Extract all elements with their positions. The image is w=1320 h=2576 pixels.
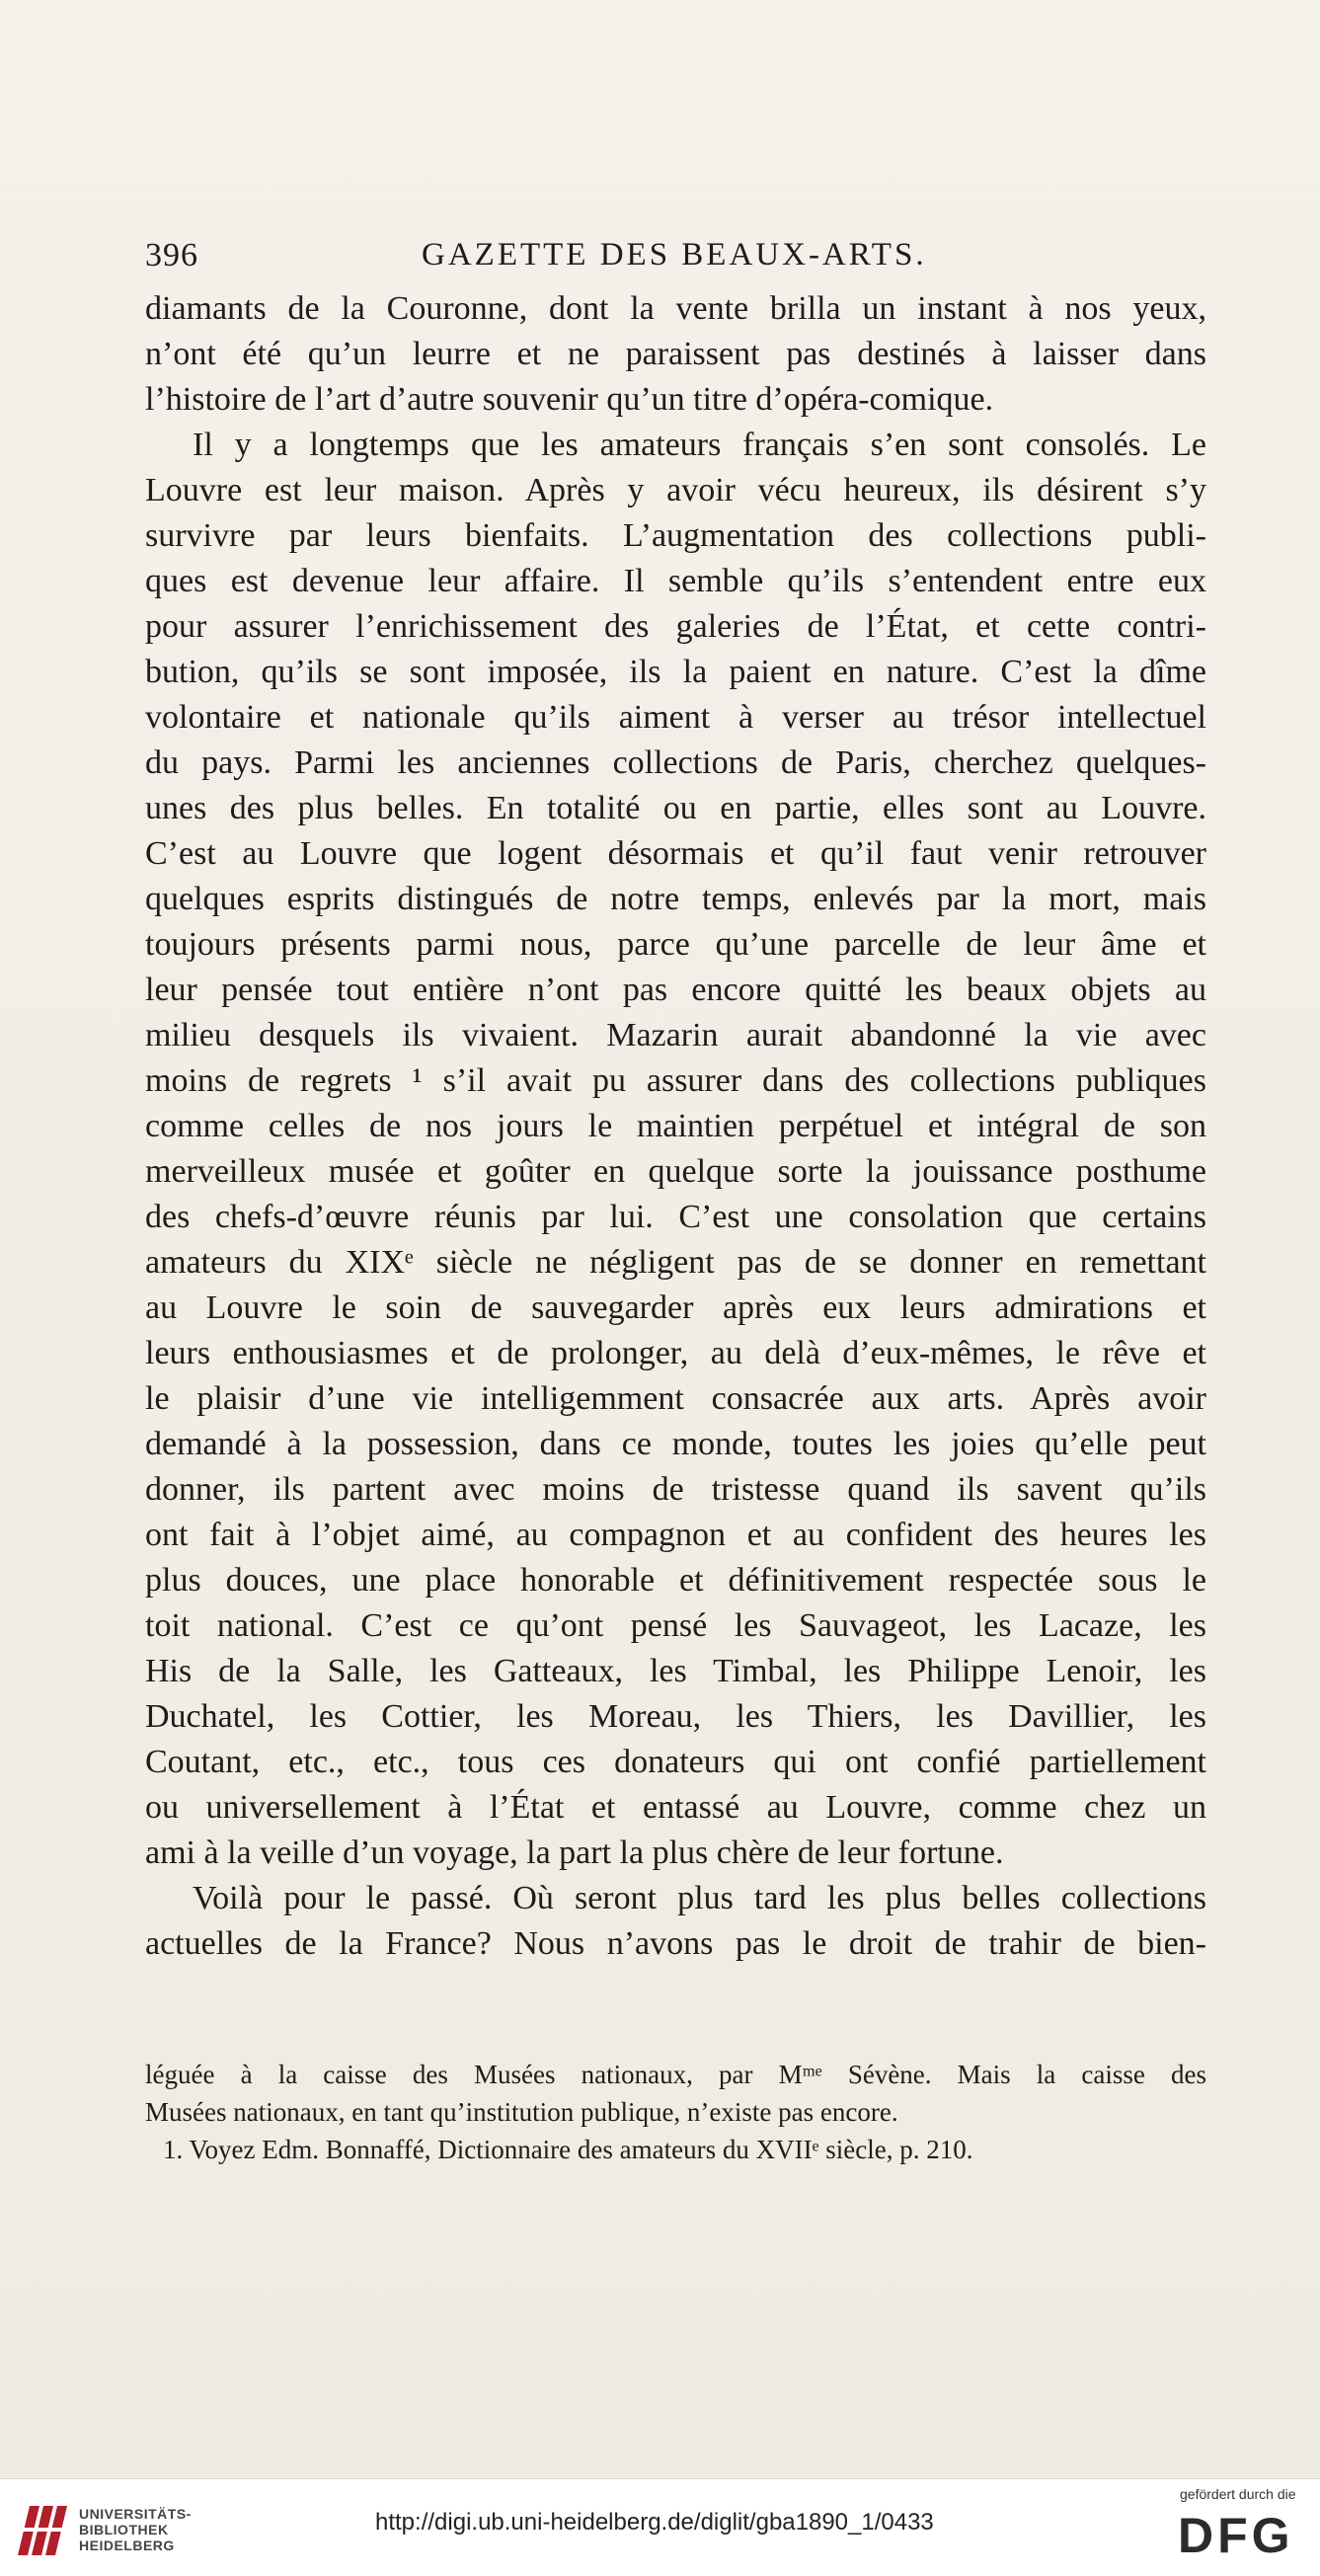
footnote-line: Musées nationaux, en tant qu’institution publique, n’existe pas encore. (145, 2097, 898, 2127)
text-line: le plaisir d’une vie intelligemment consacrée aux arts. Après avoir (145, 1380, 1206, 1417)
page-number: 396 (145, 237, 198, 273)
library-name-line: BIBLIOTHEK (79, 2522, 169, 2537)
text-line: leur pensée tout entière n’ont pas encore quitté les beaux objets au (145, 972, 1206, 1008)
library-name-line: HEIDELBERG (79, 2537, 175, 2553)
paragraph-1 (145, 286, 1206, 423)
footnote-1: 1. Voyez Edm. Bonnaffé, Dictionnaire des amateurs du XVIIᵉ siècle, p. 210. (163, 2135, 973, 2164)
library-name-line: UNIVERSITÄTS- (79, 2506, 192, 2522)
text-line: Duchatel, les Cottier, les Moreau, les Thiers, les Davillier, les (145, 1698, 1206, 1735)
text-line: Coutant, etc., etc., tous ces donateurs qui ont confié partiellement (145, 1744, 1206, 1780)
text-line: ou universellement à l’État et entassé au Louvre, comme chez un (145, 1789, 1206, 1826)
text-line: donner, ils partent avec moins de tristesse quand ils savent qu’ils (145, 1471, 1206, 1508)
text-line: ont fait à l’objet aimé, au compagnon et au confident des heures les (145, 1517, 1206, 1553)
text-line: Il y a longtemps que les amateurs français s’en sont consolés. Le (193, 427, 1206, 463)
text-line: Voilà pour le passé. Où seront plus tard les plus belles collections (193, 1880, 1206, 1916)
text-line: diamants de la Couronne, dont la vente brilla un instant à nos yeux, (145, 290, 1206, 327)
text-line: C’est au Louvre que logent désormais et qu’il faut venir retrouver (145, 835, 1206, 872)
text-line: Louvre est leur maison. Après y avoir vécu heureux, ils désirent s’y (145, 472, 1206, 508)
paragraph-3 (145, 1876, 1206, 1967)
footnotes (145, 2056, 1206, 2168)
text-line: n’ont été qu’un leurre et ne paraissent pas destinés à laisser dans (145, 336, 1206, 372)
text-line: unes des plus belles. En totalité ou en partie, elles sont au Louvre. (145, 790, 1206, 826)
text-line: plus douces, une place honorable et définitivement respectée sous le (145, 1562, 1206, 1599)
text-line: au Louvre le soin de sauvegarder après eux leurs admirations et (145, 1289, 1206, 1326)
university-library-name (79, 2506, 192, 2553)
text-line: des chefs-d’œuvre réunis par lui. C’est une consolation que certains (145, 1199, 1206, 1235)
paragraph-2 (145, 423, 1206, 1876)
funding-caption: gefördert durch die (1180, 2486, 1296, 2502)
text-line: quelques esprits distingués de notre temps, enlevés par la mort, mais (145, 881, 1206, 917)
text-line: demandé à la possession, dans ce monde, toutes les joies qu’elle peut (145, 1426, 1206, 1462)
text-line: pour assurer l’enrichissement des galeries de l’État, et cette contri- (145, 608, 1206, 645)
text-line: leurs enthousiasmes et de prolonger, au delà d’eux-mêmes, le rêve et (145, 1335, 1206, 1371)
text-line: survivre par leurs bienfaits. L’augmentation des collections publi- (145, 517, 1206, 554)
text-line: ami à la veille d’un voyage, la part la plus chère de leur fortune. (145, 1834, 1004, 1871)
text-line: His de la Salle, les Gatteaux, les Timbal, les Philippe Lenoir, les (145, 1653, 1206, 1689)
university-library-logo-icon[interactable] (14, 2498, 69, 2559)
text-line: volontaire et nationale qu’ils aiment à verser au trésor intellectuel (145, 699, 1206, 736)
body-text (145, 286, 1206, 1967)
page-header (145, 237, 1206, 280)
text-line: ques est devenue leur affaire. Il semble qu’ils s’entendent entre eux (145, 563, 1206, 599)
text-line: toit national. C’est ce qu’ont pensé les Sauvageot, les Lacaze, les (145, 1607, 1206, 1644)
text-line: l’histoire de l’art d’autre souvenir qu’un titre d’opéra-comique. (145, 381, 994, 418)
text-line: milieu desquels ils vivaient. Mazarin aurait abandonné la vie avec (145, 1017, 1206, 1054)
dfg-logo[interactable]: DFG (1178, 2508, 1294, 2563)
text-line: amateurs du XIXᵉ siècle ne négligent pas de se donner en remettant (145, 1244, 1206, 1281)
permalink-url[interactable]: http://digi.ub.uni-heidelberg.de/diglit/gba1890_1/0433 (375, 2509, 934, 2536)
text-line: merveilleux musée et goûter en quelque sorte la jouissance posthume (145, 1153, 1206, 1190)
text-line: moins de regrets ¹ s’il avait pu assurer dans des collections publiques (145, 1062, 1206, 1099)
text-line: comme celles de nos jours le maintien perpétuel et intégral de son (145, 1108, 1206, 1144)
text-line: du pays. Parmi les anciennes collections de Paris, cherchez quelques- (145, 744, 1206, 781)
text-line: bution, qu’ils se sont imposée, ils la paient en nature. C’est la dîme (145, 654, 1206, 690)
text-line: toujours présents parmi nous, parce qu’une parcelle de leur âme et (145, 926, 1206, 963)
running-title: GAZETTE DES BEAUX-ARTS. (422, 237, 927, 273)
footnote-line: léguée à la caisse des Musées nationaux, par Mᵐᵉ Sévène. Mais la caisse des (145, 2060, 1206, 2089)
text-line: actuelles de la France? Nous n’avons pas le droit de trahir de bien- (145, 1925, 1206, 1962)
